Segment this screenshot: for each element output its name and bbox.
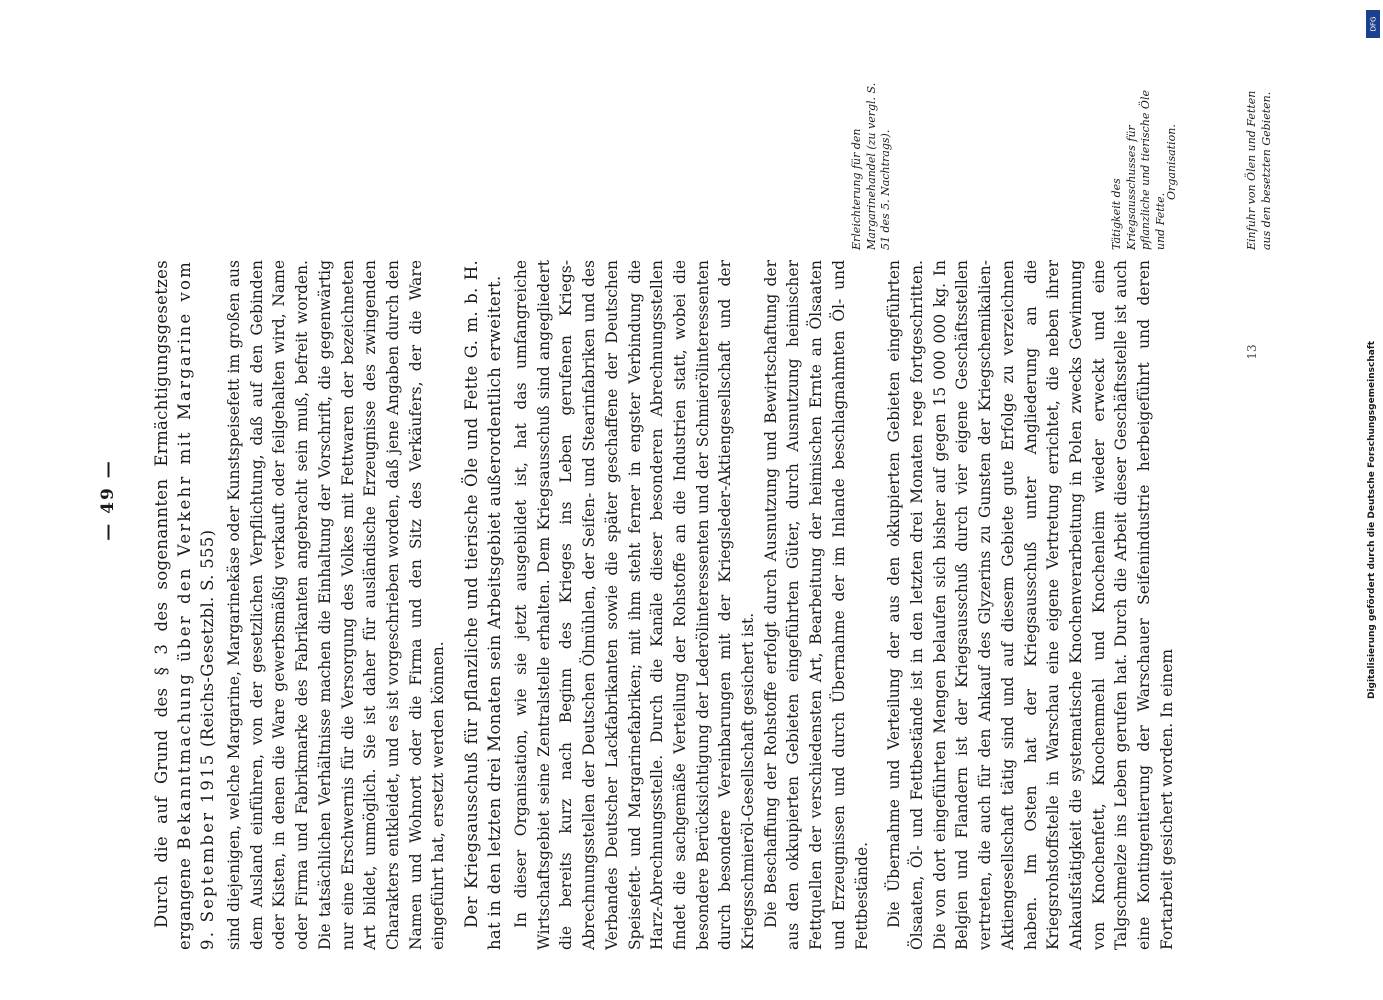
section2-para1: In dieser Organisation, wie sie jetzt ausgebildet ist, hat das umfangreiche Wirtschaftsgebiet seine Zentralstelle erhalten. Dem Kriegsausschuß sind angegliedert die bereits kurz nach Beginn des Krieges ins Leben gerufenen Kriegs-Abrechnungsstellen der Deutschen Ölmühlen, der Seifen- und Stearinfabriken und des Verbandes Deutscher Lackfabrikanten sowie die später geschaffene der Deutschen Speisefett- und Margarinefabriken; mit ihm steht ferner in engster Verbindung die Harz-Abrechnungsstelle. Durch die Kanäle dieser besonderen Abrechnungsstellen findet die sachgemäße Verteilung der Rohstoffe an die Industrien statt, wobei die besondere Berücksichtigung der Lederölinteressenten und der Schmierölinteressenten durch besondere Vereinbarungen mit der Kriegsleder-Aktiengesellschaft und der Kriegsschmieröl-Gesellschaft gesichert ist. [512, 260, 758, 950]
page-number: — 49 — [98, 459, 118, 541]
section1-ref: (Reichs-Gesetzbl. S. 555) [198, 529, 217, 747]
digitization-credit: Digitalisierung gefördert durch die Deutsche Forschungsgemeinschaft [1367, 340, 1377, 700]
margin-note-kriegsausschuss: Tätigkeit des Kriegsausschusses für pflanzliche und tierische Öle und Fette. [1110, 90, 1167, 250]
section1-heading [150, 260, 219, 950]
margin-note-organisation: Organisation. [1165, 124, 1178, 200]
footer-number: 13 [1245, 344, 1259, 360]
section2-heading: Der Kriegsausschuß für pflanzliche und tierische Öle und Fette G. m. b. H. hat in den letzten drei Monaten sein Arbeitsgebiet außerordentlich erweitert. [462, 260, 505, 950]
main-text [150, 260, 1178, 950]
section3-para: Die Übernahme und Verteilung der aus den okkupierten Gebieten eingeführten Ölsaaten, Öl- und Fettbestände ist in den letzten drei Monaten rege fortgeschritten. Die von dort eingeführten Mengen belaufen sich bisher auf gegen 15 000 000 kg. In Belgien und Flandern ist der Kriegsausschuß durch vier eigene Geschäftsstellen vertreten, die auch für den Ankauf des Glyzerins zu Gunsten der Kriegschemikalien-Aktiengesellschaft tätig sind und auf diesem Gebiete gute Erfolge zu verzeichnen haben. Im Osten hat der Kriegsausschuß unter Angliederung an die Kriegsrohstoffstelle in Warschau eine eigene Vertretung errichtet, die neben ihrer Ankaufstätigkeit die systematische Knochenverarbeitung in Polen zwecks Gewinnung von Knochenfett, Knochenmehl und Knochenleim wieder erweckt und eine Talgschmelze ins Leben gerufen hat. Durch die Arbeit dieser Geschäftsstelle ist auch eine Kontingentierung der Warschauer Seifenindustrie herbeigeführt und deren Fortarbeit gesichert worden. In einem [885, 260, 1176, 950]
section2-para2: Die Beschaffung der Rohstoffe erfolgt durch Ausnutzung und Bewirtschaftung der aus den okkupierten Gebieten eingeführten Güter, durch Ausnutzung heimischer Fettquellen der verschiedensten Art, Bearbeitung der heimischen Ernte an Ölsaaten und Erzeugnissen und durch Übernahme der im Inlande beschlagnahmten Öl- und Fettbestände. [761, 260, 871, 950]
margin-note-einfuhr: Einfuhr von Ölen und Fetten aus den besetzten Gebieten. [1245, 90, 1273, 250]
margin-note-margarine: Erleichterung für den Margarinehandel (zu vergl. S. 51 des 5. Nachtrags). [850, 82, 892, 250]
section1-title: Bekanntmachung über den Verkehr mit Margarine vom 9. September 1915 [175, 260, 217, 950]
section1-intro: Durch die auf Grund des § 3 des sogenannten Ermächtigungsgesetzes ergangene [152, 260, 194, 950]
dfg-logo: DFG [1366, 10, 1380, 38]
section1-body: sind diejenigen, welche Margarine, Margarinekäse oder Kunstspeisefett im großen aus dem Ausland einführen, von der gesetzlichen Verpflichtung, daß auf den Gebinden oder Kisten, in denen die Ware gewerbsmäßig verkauft oder feilgehalten wird, Name oder Firma und Fabrikmarke des Fabrikanten angebracht sein muß, befreit worden. Die tatsächlichen Verhältnisse machen die Einhaltung der Vorschrift, die gegenwärtig nur eine Erschwernis für die Versorgung des Volkes mit Fettwaren der bezeichneten Art bildet, unmöglich. Sie ist daher für ausländische Erzeugnisse des zwingenden Charakters entkleidet, und es ist vorgeschrieben worden, daß jene Angaben durch den Namen und Wohnort oder die Firma und den Sitz des Verkäufers, der die Ware eingeführt hat, ersetzt werden können. [225, 260, 448, 950]
